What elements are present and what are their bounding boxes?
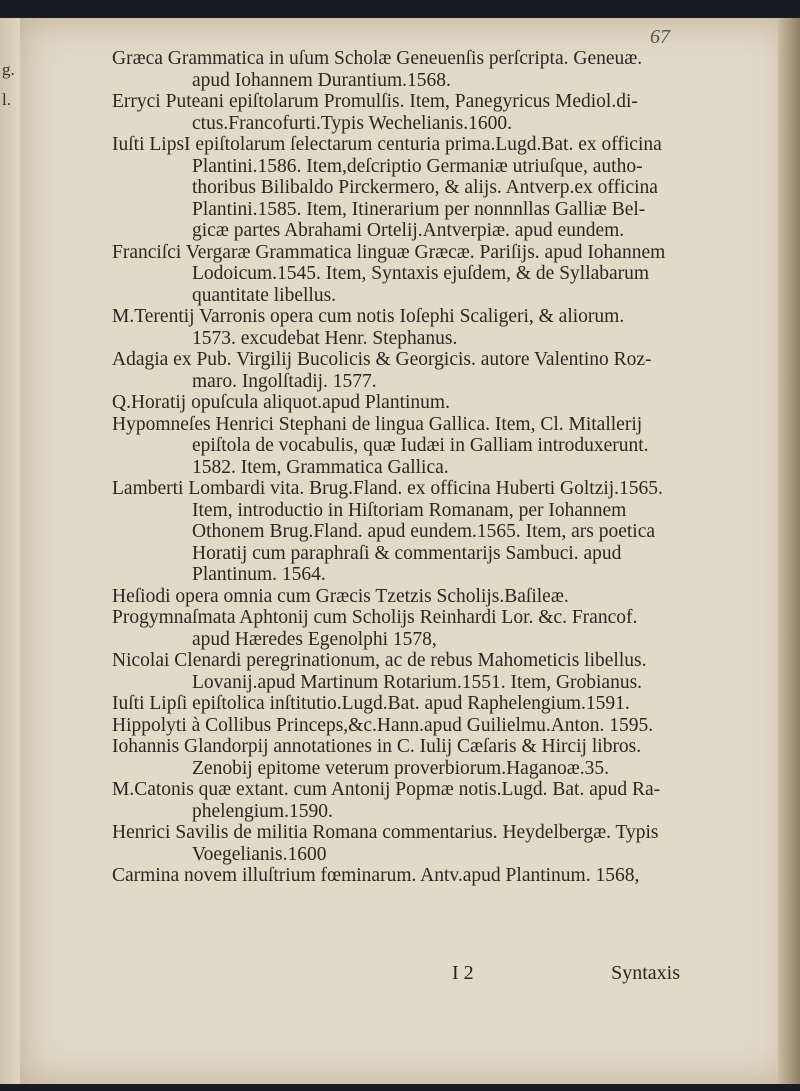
text-line: apud Hæredes Egenolphi 1578, <box>192 628 437 650</box>
text-line: thoribus Bilibaldo Pirckermero, & alijs. Antverp.ex officina <box>192 177 658 198</box>
text-line: Franciſci Vergaræ Grammatica linguæ Græcæ. Pariſijs. apud Iohannem <box>112 241 666 263</box>
text-line: Græca Grammatica in uſum Scholæ Geneuenſis perſcripta. Geneuæ. <box>112 48 643 69</box>
text-line: apud Iohannem Durantium.1568. <box>192 69 451 91</box>
text-line: ctus.Francofurti.Typis Wechelianis.1600. <box>192 112 513 134</box>
catchword: Syntaxis <box>611 962 680 984</box>
text-line: Plantini.1586. Item,deſcriptio Germaniæ utriuſque, autho- <box>192 155 643 177</box>
text-line: Carmina novem illuſtrium fœminarum. Antv.apud Plantinum. 1568, <box>112 865 640 886</box>
text-line: Hippolyti à Collibus Princeps,&c.Hann.apud Guilielmu.Anton. 1595. <box>112 714 654 736</box>
text-line: Nicolai Clenardi peregrinationum, ac de rebus Mahometicis libellus. <box>112 650 647 671</box>
text-line: Iuſti Lipſi epiſtolica inſtitutio.Lugd.Bat. apud Raphelengium.1591. <box>112 693 630 714</box>
text-line: Iohannis Glandorpij annotationes in C. Iulij Cæſaris & Hircij libros. <box>112 736 642 757</box>
text-line: phelengium.1590. <box>192 800 333 822</box>
margin-mark: l. <box>2 90 11 109</box>
text-line: Lamberti Lombardi vita. Brug.Fland. ex officina Huberti Goltzij.1565. <box>112 478 663 499</box>
text-line: Othonem Brug.Fland. apud eundem.1565. Item, ars poetica <box>192 521 656 542</box>
text-line: Adagia ex Pub. Virgilij Bucolicis & Georgicis. autore Valentino Roz- <box>112 349 652 370</box>
text-line: Zenobij epitome veterum proverbiorum.Haganoæ.35. <box>192 757 609 779</box>
signature-mark: I 2 <box>452 962 474 984</box>
text-line: Lovanij.apud Martinum Rotarium.1551. Item, Grobianus. <box>192 671 643 693</box>
margin-mark: g. <box>2 60 15 79</box>
text-line: maro. Ingolſtadij. 1577. <box>192 370 377 392</box>
text-line: Heſiodi opera omnia cum Græcis Tzetzis Scholijs.Baſileæ. <box>112 585 569 607</box>
text-line: 1573. excudebat Henr. Stephanus. <box>192 327 458 349</box>
text-line: quantitate libellus. <box>192 284 337 306</box>
text-line: Progymnaſmata Aphtonij cum Scholijs Reinhardi Lor. &c. Francof. <box>112 607 638 628</box>
text-line: Henrici Savilis de militia Romana commentarius. Heydelbergæ. Typis <box>112 822 659 843</box>
page-edge <box>778 18 800 1084</box>
text-line: Iuſti LipsI epiſtolarum ſelectarum centuria prima.Lugd.Bat. ex officina <box>112 134 662 155</box>
text-line: Item, introductio in Hiſtoriam Romanam, per Iohannem <box>192 499 627 521</box>
text-line: Plantini.1585. Item, Itinerarium per nonnnllas Galliæ Bel- <box>192 198 646 220</box>
text-line: Q.Horatij opuſcula aliquot.apud Plantinum. <box>112 392 450 413</box>
text-line: M.Terentij Varronis opera cum notis Ioſephi Scaligeri, & aliorum. <box>112 306 625 327</box>
text-line: Erryci Puteani epiſtolarum Promulſis. Item, Panegyricus Mediol.di- <box>112 91 638 112</box>
page-number: 67 <box>650 26 670 48</box>
text-line: gicæ partes Abrahami Ortelij.Antverpiæ. apud eundem. <box>192 220 625 241</box>
text-line: Hypomneſes Henrici Stephani de lingua Gallica. Item, Cl. Mitallerij <box>112 413 643 435</box>
text-line: 1582. Item, Grammatica Gallica. <box>192 456 449 478</box>
text-line: M.Catonis quæ extant. cum Antonij Popmæ notis.Lugd. Bat. apud Ra- <box>112 779 661 800</box>
text-line: Lodoicum.1545. Item, Syntaxis ejuſdem, & de Syllabarum <box>192 263 650 284</box>
catalogue-text <box>112 48 672 887</box>
text-line: Voegelianis.1600 <box>192 843 327 865</box>
text-line: Horatij cum paraphraſi & commentarijs Sambuci. apud <box>192 542 622 564</box>
text-line: epiſtola de vocabulis, quæ Iudæi in Galliam introduxerunt. <box>192 435 649 456</box>
text-line: Plantinum. 1564. <box>192 564 326 585</box>
